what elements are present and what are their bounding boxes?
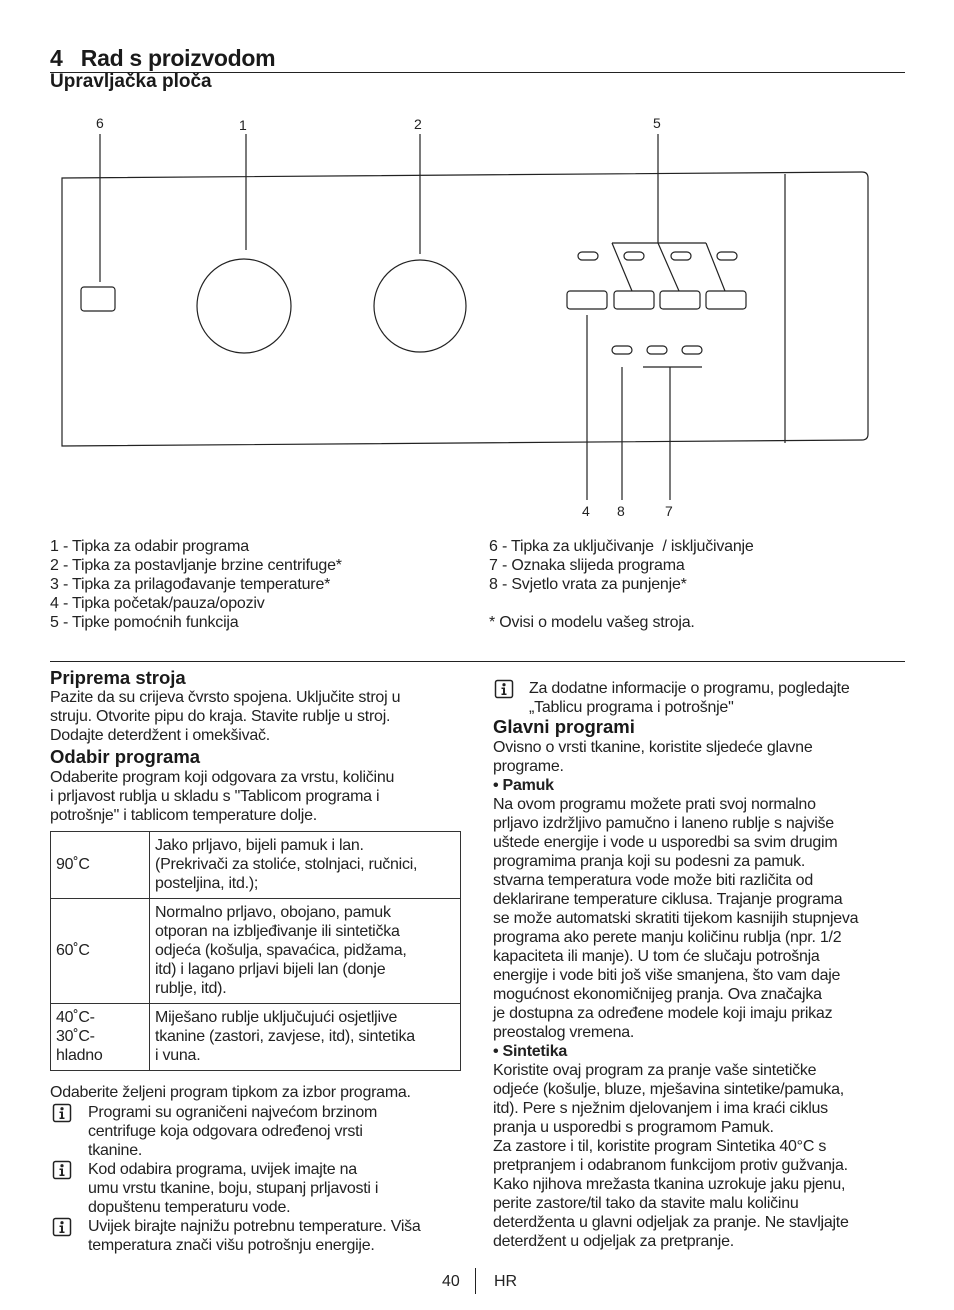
legend-footnote: * Ovisi o modelu vašeg stroja.: [489, 614, 695, 631]
table-row: [51, 1004, 461, 1071]
info-icon: [52, 1103, 72, 1123]
legend-item: 2 - Tipka za postavljanje brzine centrifuge*: [50, 557, 342, 574]
text-line: uštede energije i vode u usporedbi sa svim drugim: [493, 834, 838, 851]
priprema-text: [50, 688, 400, 745]
text-line: se može automatski skratiti tijekom kasnijih stupnjeva: [493, 910, 859, 927]
text-line: potrošnje" i tablicom temperature dolje.: [50, 807, 317, 824]
callout-2: 2: [414, 116, 422, 132]
sequence-led-1: [647, 346, 667, 354]
legend-left: [50, 537, 342, 632]
door-led: [612, 346, 632, 354]
footer-divider: [475, 1268, 476, 1294]
callout-4: 4: [582, 503, 590, 519]
note-program-info: [494, 679, 850, 717]
info-icon: [52, 1160, 72, 1180]
odabir-text: [50, 768, 394, 825]
start-pause-button: [567, 291, 607, 309]
text-line: pranja u usporedbi s programom Pamuk.: [493, 1119, 774, 1136]
table-row: [51, 832, 461, 899]
text-line: energije i vode biti još više smanjena, što vam daje: [493, 967, 841, 984]
text-line: Za dodatne informacije o programu, pogledajte: [529, 680, 850, 697]
text-line: odjeće (košulje, bluze, mješavina sintetike/pamuka,: [493, 1081, 844, 1098]
text-line: deklarirane temperature ciklusa. Trajanje programa: [493, 891, 843, 908]
aux-led-1: [578, 252, 598, 260]
text-line: temperatura znači višu potrošnju energije.: [88, 1237, 375, 1254]
text-line: prljavo izdržljivo pamučno i laneno rublje s najviše: [493, 815, 834, 832]
desc-cell: Normalno prljavo, obojano, pamuk otporan na izbljeđivanje ili sintetička odjeća (košulja, spavaćica, pidžama, itd) i lagano prljavi bijeli lan (donje rublje, itd).: [150, 899, 461, 1004]
control-panel-diagram: [0, 100, 954, 530]
pamuk-heading: • Pamuk: [493, 777, 554, 794]
text-line: Na ovom programu možete prati svoj normalno: [493, 796, 816, 813]
desc-cell: Miješano rublje uključujući osjetljive tkanine (zastori, zavjese, itd), sintetika i vuna.: [150, 1004, 461, 1071]
aux-led-2: [624, 252, 644, 260]
callout-8: 8: [617, 503, 625, 519]
spin-knob: [374, 260, 466, 352]
text-line: i prljavost rublja u skladu s "Tablicom programa i: [50, 788, 380, 805]
text-line: itd). Pere s nježnim djelovanjem i ima kraći ciklus: [493, 1100, 828, 1117]
legend-item: 4 - Tipka početak/pauza/opoziv: [50, 595, 265, 612]
text-line: Za zastore i til, koristite program Sintetika 40°C s: [493, 1138, 827, 1155]
desc-cell: Jako prljavo, bijeli pamuk i lan. (Prekrivači za stoliće, stolnjaci, ručnici, posteljina, itd.);: [150, 832, 461, 899]
text-line: preostalog vremena.: [493, 1024, 635, 1041]
text-line: Koristite ovaj program za pranje vaše sintetičke: [493, 1062, 817, 1079]
aux-button-1: [614, 291, 654, 309]
panel-outline: [62, 172, 868, 446]
callout-6: 6: [96, 115, 104, 131]
text-line: stvarna temperatura vode može biti različita od: [493, 872, 813, 889]
text-line: deterdžent u odjeljak za pretpranje.: [493, 1233, 734, 1250]
text-line: umu vrstu tkanine, boju, stupanj prljavosti i: [88, 1180, 379, 1197]
note-fabric: [52, 1160, 378, 1217]
table-row: [51, 899, 461, 1004]
legend-item: 3 - Tipka za prilagođavanje temperature*: [50, 576, 331, 593]
callout-5: 5: [653, 115, 661, 131]
aux-led-3: [671, 252, 691, 260]
info-icon: [494, 679, 514, 699]
text-line: dopuštenu temperaturu vode.: [88, 1199, 291, 1216]
text-line: Kod odabira programa, uvijek imajte na: [88, 1161, 357, 1178]
text-line: tkanine.: [88, 1142, 143, 1159]
legend-item: 7 - Oznaka slijeda programa: [489, 557, 685, 574]
text-line: mogućnost ekonomičnijeg pranja. Ova značajka: [493, 986, 822, 1003]
text-line: deterdženta u glavni odjeljak za pranje. Ne stavljajte: [493, 1214, 849, 1231]
text-line: Programi su ograničeni najvećom brzinom: [88, 1104, 378, 1121]
text-line: centrifuge koja odgovara određenoj vrsti: [88, 1123, 363, 1140]
legend-item: 5 - Tipke pomoćnih funkcija: [50, 614, 239, 631]
info-icon: [52, 1217, 72, 1237]
text-line: programa ako perete manju količinu rublja (npr. 1/2: [493, 929, 842, 946]
text-line: pretpranjem i odabranom funkcijom protiv gužvanja.: [493, 1157, 848, 1174]
legend-item: 8 - Svjetlo vrata za punjenje*: [489, 576, 687, 593]
sintetika-heading: • Sintetika: [493, 1043, 567, 1060]
text-line: struju. Otvorite pipu do kraja. Stavite rublje u stroj.: [50, 708, 391, 725]
power-button: [81, 287, 115, 311]
temp-cell: 90˚C: [51, 832, 150, 899]
aux-button-2: [660, 291, 700, 309]
select-program-text: Odaberite željeni program tipkom za izbor programa.: [50, 1084, 411, 1101]
temperature-table: [50, 831, 461, 1071]
glavni-text: [493, 738, 858, 1251]
callout-1: 1: [239, 117, 247, 133]
text-line: Uvijek birajte najnižu potrebnu temperature. Viša: [88, 1218, 421, 1235]
temp-cell: 40˚C- 30˚C- hladno: [51, 1004, 150, 1071]
language-code: HR: [494, 1273, 518, 1290]
text-line: Odaberite program koji odgovara za vrstu, količinu: [50, 769, 395, 786]
section-title: 4 Rad s proizvodom: [50, 45, 276, 71]
odabir-heading: Odabir programa: [50, 746, 201, 767]
text-line: kapaciteta ili manje). U tom će slučaju potrošnja: [493, 948, 820, 965]
text-line: Pazite da su crijeva čvrsto spojena. Uključite stroj u: [50, 689, 401, 706]
legend-item: 6 - Tipka za uključivanje / isključivanje: [489, 538, 754, 555]
text-line: Dodajte deterdžent i omekšivač.: [50, 727, 270, 744]
text-line: Ovisno o vrsti tkanine, koristite sljedeće glavne: [493, 739, 813, 756]
text-line: je dostupna za određene modele koji imaju prikaz: [493, 1005, 833, 1022]
page-number: 40: [442, 1273, 460, 1290]
program-knob: [197, 259, 291, 353]
aux-led-4: [717, 252, 737, 260]
text-line: programima pranja koji su podesni za pamuk.: [493, 853, 806, 870]
legend-item: 1 - Tipka za odabir programa: [50, 538, 249, 555]
section-rule: [50, 661, 905, 662]
note-temperature: [52, 1217, 421, 1255]
glavni-heading: Glavni programi: [493, 716, 635, 737]
aux-button-3: [706, 291, 746, 309]
text-line: „Tablicu programa i potrošnje": [529, 699, 734, 716]
text-line: Kako njihova mrežasta tkanina uzrokuje jaku pjenu,: [493, 1176, 846, 1193]
temp-cell: 60˚C: [51, 899, 150, 1004]
legend-right: [489, 537, 754, 632]
priprema-heading: Priprema stroja: [50, 667, 186, 688]
sequence-led-2: [682, 346, 702, 354]
text-line: perite zastore/til tako da stavite malu količinu: [493, 1195, 799, 1212]
callout-7: 7: [665, 503, 673, 519]
text-line: programe.: [493, 758, 564, 775]
note-spin-limit: [52, 1103, 377, 1160]
subsection-title: Upravljačka ploča: [50, 71, 212, 92]
